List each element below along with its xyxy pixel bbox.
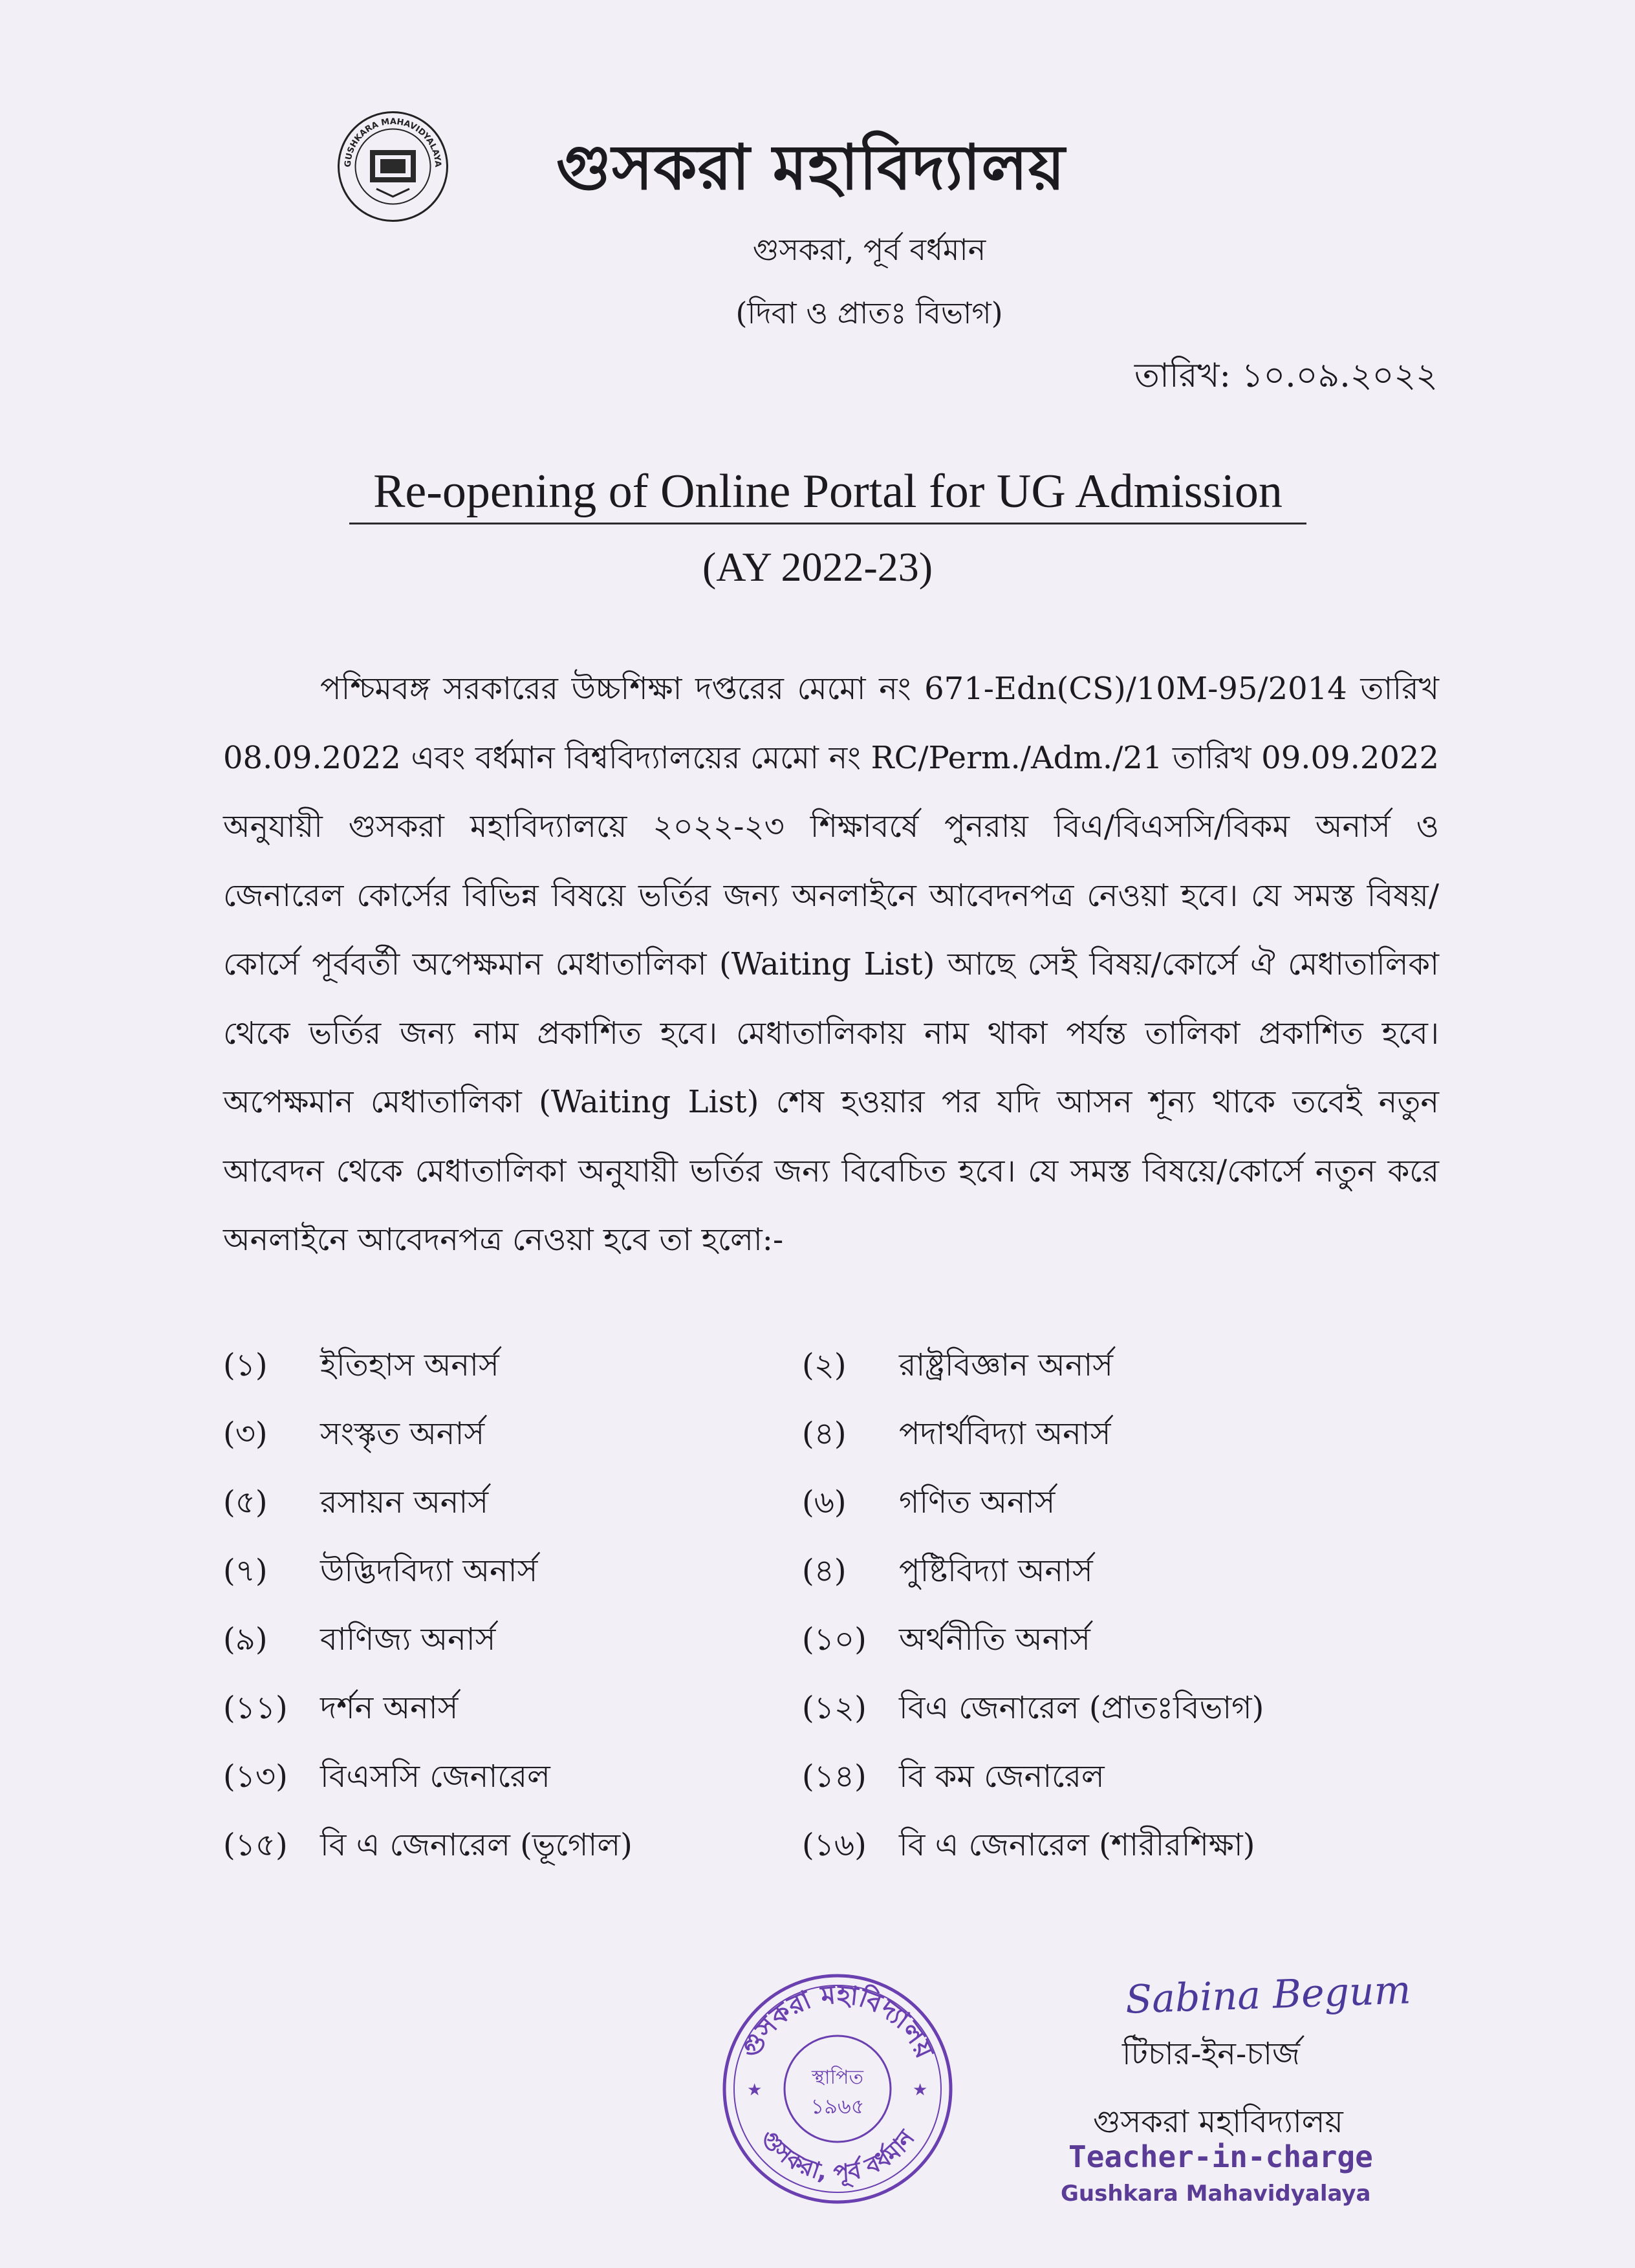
logo-text: GUSHKARA MAHAVIDYALAYA bbox=[343, 116, 443, 167]
stamp-center-label: স্থাপিত bbox=[811, 2066, 864, 2089]
stamp-star-icon: ★ bbox=[913, 2080, 928, 2100]
course-label: পদার্থবিদ্যা অনার্স bbox=[899, 1416, 1111, 1452]
course-label: দর্শন অনার্স bbox=[320, 1690, 459, 1726]
college-stamp bbox=[715, 1966, 960, 2212]
notice-date: তারিখ: ১০.০৯.২০২২ bbox=[1134, 356, 1438, 395]
signatory-college-bn: গুসকরা মহাবিদ্যালয় bbox=[1093, 2104, 1343, 2140]
signature: Sabina Begum bbox=[1124, 1967, 1412, 2023]
stamp-star-icon: ★ bbox=[747, 2080, 763, 2100]
college-section: (দিবা ও প্রাতঃ বিভাগ) bbox=[735, 296, 1003, 330]
course-number: (৯) bbox=[223, 1621, 268, 1658]
college-name: গুসকরা মহাবিদ্যালয় bbox=[556, 131, 1066, 204]
college-logo bbox=[336, 110, 449, 223]
course-label: পুষ্টিবিদ্যা অনার্স bbox=[899, 1553, 1093, 1589]
course-label: বি এ জেনারেল (ভূগোল) bbox=[320, 1827, 633, 1863]
course-label: ইতিহাস অনার্স bbox=[320, 1347, 499, 1383]
course-row bbox=[223, 1479, 1439, 1548]
college-location: গুসকরা, পূর্ব বর্ধমান bbox=[752, 232, 986, 267]
course-number: (৪) bbox=[802, 1553, 847, 1589]
course-number: (৬) bbox=[802, 1484, 847, 1520]
signatory-title-bn: টিচার-ইন-চার্জ bbox=[1122, 2036, 1300, 2072]
course-number: (১৬) bbox=[802, 1827, 867, 1863]
course-label: বিএসসি জেনারেল bbox=[320, 1758, 550, 1795]
course-number: (১০) bbox=[802, 1621, 867, 1658]
course-number: (১১) bbox=[223, 1690, 288, 1726]
course-label: গণিত অনার্স bbox=[899, 1484, 1056, 1520]
course-row bbox=[223, 1685, 1439, 1753]
course-number: (১৪) bbox=[802, 1758, 867, 1795]
course-label: বাণিজ্য অনার্স bbox=[320, 1621, 496, 1658]
course-number: (৫) bbox=[223, 1484, 268, 1520]
course-label: অর্থনীতি অনার্স bbox=[899, 1621, 1090, 1658]
course-number: (৪) bbox=[802, 1416, 847, 1452]
course-number: (৭) bbox=[223, 1553, 268, 1589]
course-label: সংস্কৃত অনার্স bbox=[320, 1416, 485, 1452]
academic-year: (AY 2022-23) bbox=[702, 544, 933, 590]
stamp-bottom-text: গুসকরা, পূর্ব বর্ধমান bbox=[755, 2125, 920, 2187]
signatory-title-en: Teacher-in-charge bbox=[1068, 2139, 1373, 2174]
course-number: (১৩) bbox=[223, 1758, 288, 1795]
course-row bbox=[223, 1753, 1439, 1822]
title-underline bbox=[349, 523, 1306, 524]
stamp-outer-text: গুসকরা মহাবিদ্যালয় bbox=[735, 1980, 940, 2063]
course-row bbox=[223, 1548, 1439, 1616]
course-label: রাষ্ট্রবিজ্ঞান অনার্স bbox=[899, 1347, 1113, 1383]
course-row bbox=[223, 1410, 1439, 1479]
course-row bbox=[223, 1342, 1439, 1410]
course-number: (১৫) bbox=[223, 1827, 288, 1863]
notice-body: পশ্চিমবঙ্গ সরকারের উচ্চশিক্ষা দপ্তরের মেমো নং 671-Edn(CS)/10M-95/2014 তারিখ 08.09.2022 এবং বর্ধমান বিশ্ববিদ্যালয়ের মেমো নং RC/Perm./Adm./21 তারিখ 09.09.2022 অনুযায়ী গুসকরা মহাবিদ্যালয়ে ২০২২-২৩ শিক্ষাবর্ষে পুনরায় বিএ/বিএসসি/বিকম অনার্স ও জেনারেল কোর্সের বিভিন্ন বিষয়ে ভর্তির জন্য অনলাইনে আবেদনপত্র নেওয়া হবে। যে সমস্ত বিষয়/কোর্সে পূর্ববর্তী অপেক্ষমান মেধাতালিকা (Waiting List) আছে সেই বিষয়/কোর্সে ঐ মেধাতালিকা থেকে ভর্তির জন্য নাম প্রকাশিত হবে। মেধাতালিকায় নাম থাকা পর্যন্ত তালিকা প্রকাশিত হবে। অপেক্ষমান মেধাতালিকা (Waiting List) শেষ হওয়ার পর যদি আসন শূন্য থাকে তবেই নতুন আবেদন থেকে মেধাতালিকা অনুযায়ী ভর্তির জন্য বিবেচিত হবে। যে সমস্ত বিষয়ে/কোর্সে নতুন করে অনলাইনে আবেদনপত্র নেওয়া হবে তা হলো:- bbox=[223, 671, 1439, 1258]
course-label: বি কম জেনারেল bbox=[899, 1758, 1105, 1795]
notice-title: Re-opening of Online Portal for UG Admission bbox=[373, 465, 1283, 518]
course-number: (৩) bbox=[223, 1416, 268, 1452]
course-label: রসায়ন অনার্স bbox=[320, 1484, 489, 1520]
svg-text:গুসকরা, পূর্ব বর্ধমান bbox=[755, 2125, 921, 2188]
course-number: (১২) bbox=[802, 1690, 867, 1726]
course-number: (২) bbox=[802, 1347, 847, 1383]
course-label: বিএ জেনারেল (প্রাতঃবিভাগ) bbox=[899, 1690, 1264, 1726]
signatory-college-en: Gushkara Mahavidyalaya bbox=[1061, 2181, 1371, 2207]
course-row bbox=[223, 1822, 1439, 1890]
course-label: উদ্ভিদবিদ্যা অনার্স bbox=[320, 1553, 538, 1589]
course-number: (১) bbox=[223, 1347, 268, 1383]
svg-text:গুসকরা মহাবিদ্যালয় bbox=[736, 1980, 940, 2064]
course-row bbox=[223, 1616, 1439, 1685]
stamp-center-year: ১৯৬৫ bbox=[810, 2094, 865, 2119]
course-label: বি এ জেনারেল (শারীরশিক্ষা) bbox=[899, 1827, 1255, 1863]
course-list bbox=[223, 1342, 1439, 1890]
